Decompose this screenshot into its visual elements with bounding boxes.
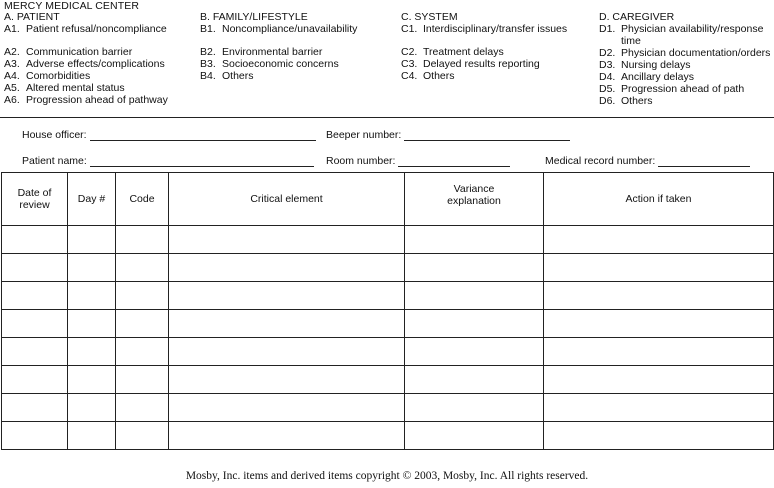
column-header-variance-explanation: Variance explanation bbox=[405, 173, 544, 226]
table-row bbox=[2, 254, 774, 282]
table-cell[interactable] bbox=[544, 366, 774, 394]
table-cell[interactable] bbox=[405, 338, 544, 366]
form-title: MERCY MEDICAL CENTER bbox=[4, 0, 140, 12]
table-cell[interactable] bbox=[116, 366, 169, 394]
category-heading: B. FAMILY/LIFESTYLE bbox=[200, 11, 308, 23]
list-item: C3. Delayed results reporting bbox=[401, 58, 540, 70]
list-item: D6. Others bbox=[599, 95, 653, 107]
table-cell[interactable] bbox=[68, 310, 116, 338]
column-header-action-if-taken: Action if taken bbox=[544, 173, 774, 226]
table-cell[interactable] bbox=[68, 282, 116, 310]
table-cell[interactable] bbox=[169, 282, 405, 310]
table-cell[interactable] bbox=[116, 394, 169, 422]
table-cell[interactable] bbox=[116, 422, 169, 450]
list-item: B1. Noncompliance/unavailability bbox=[200, 23, 358, 35]
category-heading: C. SYSTEM bbox=[401, 11, 458, 23]
table-cell[interactable] bbox=[68, 422, 116, 450]
table-cell[interactable] bbox=[68, 226, 116, 254]
list-item: C2. Treatment delays bbox=[401, 46, 504, 58]
copyright-footer: Mosby, Inc. items and derived items copyright © 2003, Mosby, Inc. All rights reserved. bbox=[185, 470, 589, 482]
table-row bbox=[2, 338, 774, 366]
variance-log-table bbox=[1, 172, 774, 450]
table-cell[interactable] bbox=[169, 338, 405, 366]
table-cell[interactable] bbox=[116, 282, 169, 310]
table-cell[interactable] bbox=[544, 338, 774, 366]
table-cell[interactable] bbox=[405, 394, 544, 422]
table-cell[interactable] bbox=[405, 366, 544, 394]
table-cell[interactable] bbox=[544, 394, 774, 422]
table-cell[interactable] bbox=[2, 282, 68, 310]
table-cell[interactable] bbox=[2, 226, 68, 254]
list-item: A3. Adverse effects/complications bbox=[4, 58, 165, 70]
list-item: D2. Physician documentation/orders bbox=[599, 47, 771, 59]
list-item: B2. Environmental barrier bbox=[200, 46, 323, 58]
house-officer-label: House officer: bbox=[22, 129, 87, 141]
table-cell[interactable] bbox=[169, 422, 405, 450]
section-divider bbox=[0, 117, 774, 118]
list-item: D1. Physician availability/response bbox=[599, 23, 764, 35]
table-cell[interactable] bbox=[169, 366, 405, 394]
list-item: C1. Interdisciplinary/transfer issues bbox=[401, 23, 568, 35]
column-header-critical-element: Critical element bbox=[169, 173, 405, 226]
list-item: D5. Progression ahead of path bbox=[599, 83, 745, 95]
table-cell[interactable] bbox=[2, 422, 68, 450]
table-cell[interactable] bbox=[544, 310, 774, 338]
house-officer-input-line[interactable] bbox=[90, 131, 316, 141]
list-item: A6. Progression ahead of pathway bbox=[4, 94, 168, 106]
beeper-number-field[interactable] bbox=[326, 129, 570, 141]
table-cell[interactable] bbox=[68, 366, 116, 394]
category-heading: A. PATIENT bbox=[4, 11, 60, 23]
table-cell[interactable] bbox=[2, 338, 68, 366]
list-item: A5. Altered mental status bbox=[4, 82, 125, 94]
patient-name-input-line[interactable] bbox=[90, 157, 314, 167]
list-item: B4. Others bbox=[200, 70, 254, 82]
medical-record-number-input-line[interactable] bbox=[658, 157, 750, 167]
table-cell[interactable] bbox=[2, 254, 68, 282]
table-cell[interactable] bbox=[405, 226, 544, 254]
table-cell[interactable] bbox=[544, 254, 774, 282]
category-heading: D. CAREGIVER bbox=[599, 11, 675, 23]
list-item: C4. Others bbox=[401, 70, 455, 82]
house-officer-field[interactable] bbox=[22, 129, 316, 141]
table-cell[interactable] bbox=[405, 254, 544, 282]
table-cell[interactable] bbox=[116, 226, 169, 254]
table-cell[interactable] bbox=[2, 310, 68, 338]
table-cell[interactable] bbox=[68, 254, 116, 282]
table-cell[interactable] bbox=[169, 226, 405, 254]
category-family-lifestyle bbox=[200, 11, 357, 82]
table-cell[interactable] bbox=[544, 422, 774, 450]
list-item: A4. Comorbidities bbox=[4, 70, 91, 82]
room-number-field[interactable] bbox=[326, 155, 510, 167]
column-header-date-of-review: Date of review bbox=[2, 173, 68, 226]
column-header-day: Day # bbox=[68, 173, 116, 226]
table-cell[interactable] bbox=[169, 254, 405, 282]
room-number-input-line[interactable] bbox=[398, 157, 510, 167]
table-cell[interactable] bbox=[116, 254, 169, 282]
beeper-number-label: Beeper number: bbox=[326, 129, 402, 141]
medical-record-number-label: Medical record number: bbox=[545, 155, 656, 167]
medical-record-number-field[interactable] bbox=[545, 155, 750, 167]
table-row bbox=[2, 366, 774, 394]
table-row bbox=[2, 226, 774, 254]
table-cell[interactable] bbox=[405, 310, 544, 338]
table-cell[interactable] bbox=[405, 422, 544, 450]
list-item: B3. Socioeconomic concerns bbox=[200, 58, 339, 70]
table-cell[interactable] bbox=[544, 226, 774, 254]
patient-name-label: Patient name: bbox=[22, 155, 87, 167]
room-number-label: Room number: bbox=[326, 155, 396, 167]
category-patient bbox=[4, 11, 168, 106]
list-item: A1. Patient refusal/noncompliance bbox=[4, 23, 167, 35]
list-item: time bbox=[621, 35, 641, 47]
table-cell[interactable] bbox=[68, 338, 116, 366]
table-row bbox=[2, 394, 774, 422]
list-item: D3. Nursing delays bbox=[599, 59, 691, 71]
table-cell[interactable] bbox=[116, 338, 169, 366]
category-system bbox=[401, 11, 567, 82]
list-item: D4. Ancillary delays bbox=[599, 71, 694, 83]
table-cell[interactable] bbox=[169, 310, 405, 338]
category-caregiver bbox=[599, 11, 770, 107]
table-cell[interactable] bbox=[116, 310, 169, 338]
list-item: A2. Communication barrier bbox=[4, 46, 133, 58]
table-header-row bbox=[2, 173, 774, 226]
beeper-number-input-line[interactable] bbox=[404, 131, 570, 141]
table-cell[interactable] bbox=[405, 282, 544, 310]
table-cell[interactable] bbox=[2, 394, 68, 422]
table-row bbox=[2, 310, 774, 338]
table-cell[interactable] bbox=[2, 366, 68, 394]
table-row bbox=[2, 422, 774, 450]
table-row bbox=[2, 282, 774, 310]
table-cell[interactable] bbox=[68, 394, 116, 422]
patient-name-field[interactable] bbox=[22, 155, 314, 167]
table-cell[interactable] bbox=[169, 394, 405, 422]
table-cell[interactable] bbox=[544, 282, 774, 310]
column-header-code: Code bbox=[116, 173, 169, 226]
